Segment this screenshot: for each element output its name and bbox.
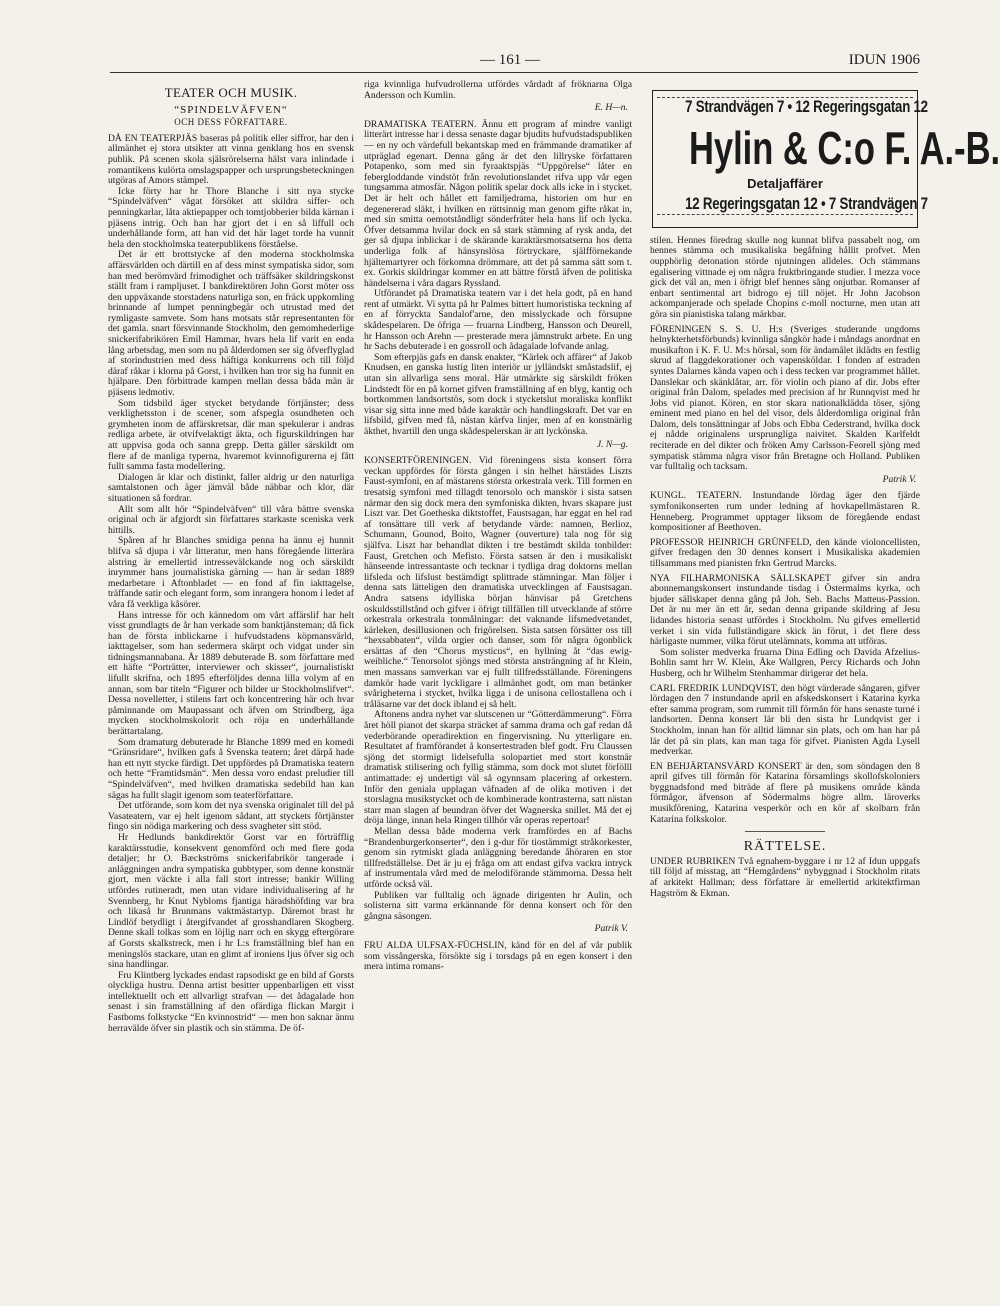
column-middle xyxy=(364,80,632,1286)
paragraph: Dialogen är klar och distinkt, faller aldrig ur den naturliga samtalstonen och äger jämväl både näbbar och klor, där situationen så fordrar. xyxy=(108,471,354,504)
correction-title: RÄTTELSE. xyxy=(743,839,827,855)
paragraph: Allt som allt hör “Spindelväfven“ till våra bättre svenska original och är afgjordt sin författares starkaste sceniska verk hittills. xyxy=(108,503,354,536)
page-header xyxy=(110,52,920,72)
paragraph: Som efterpjäs gafs en dansk enakter, “Kärlek och affärer“ af Jakob Knudsen, en ganska lustig liten interiör ur jylländskt småstadslif, ej utan sin allvarliga sens moral. Här utmärkte sig särskildt fröken Lindstedt för en på kornet gifven framställning af en blyg, kantig och bortkommen landsortstös, som dock i stycketslut moraliska konflikt visar sig sitta inne med både karaktär och handlingskraft. Det var en lifsbild, gifven med få, nästan kärfva linjer, men af en konstnärlig äkthet, hvartill den unga skådespelerskan är att lyckönska. xyxy=(364,351,632,437)
paragraph: Som solister medverka fruarna Dina Edling och Davida Afzelius-Bohlin samt hrr W. Klein, Åke Wallgren, Percy Richards och John Husberg, och hr Wilhelm Stenhammar dirigerar det hela. xyxy=(650,646,920,679)
column-right xyxy=(650,80,1000,1286)
paragraph: Det utförande, som kom det nya svenska originalet till del på Vasateatern, var ej helt igenom sådant, att styckets förtjänster fingo sin nödiga markering och dess svagheter sitt stöd. xyxy=(108,800,354,833)
ad-bottom-line: 12 Regeringsgatan 12 • 7 Strandvägen 7 xyxy=(685,194,928,214)
paragraph: riga kvinnliga hufvudrollerna utfördes vårdadt af fröknarna Olga Andersson och Kumlin. xyxy=(364,79,632,101)
signature: E. H—n. xyxy=(594,102,628,114)
ad-company-name: Hylin & C:o F. A.-B. xyxy=(689,121,1000,174)
paragraph: EN BEHJÄRTANSVÄRD KONSERT är den, som söndagen den 8 april gifves till förmån för Katarina församlings skollofskoloniers byggnadsfond med biträde af flere på musikens område kända förmågor, äfvenson af Södermalms högre allm. läroverks musikförening, Katarina vesperkör och en kör af skolbarn från Katarina folkskolor. xyxy=(650,760,920,825)
paragraph: PROFESSOR HEINRICH GRÜNFELD, den kände violoncellisten, gifver fredagen den 30 dennes konsert i Musikaliska akademien tillsammans med pianisten frkn Gertrud Marcks. xyxy=(650,536,920,569)
paragraph: stilen. Hennes föredrag skulle nog kunnat blifva passabelt nog, om hennes stämma och musikaliska begåfning hållit profvet. Men oupphörlig detonation störde njutningen alldeles. Och stämmans egalisering vittnade ej om några fruktbringande studier. I mezza voce gick det väl an, men i öfrigt blef hennes sång onjutbar. Romanser af enbart sentimental art bidrogo ej till nöjet. Hr John Jacobson ackompanjerade och spelade Chopins c-moll nocturne, men utan att göra sin pianistiska talang märkbar. xyxy=(650,234,920,320)
paragraph: KONSERTFÖRENINGEN. Vid föreningens sista konsert förra veckan uppfördes för första gången i sin helhet härstädes Liszts Faust-symfoni, en af mästarens största orkestrala verk. Till formen en tresatsig symfoni med tillagdt tenorsolo och manskör i sista satsen närmar den sig dock mera den symfoniska dikten, hvars skapare just Liszt var. Det Goetheska diktstoffet, Faustsagan, har eggat en hel rad af tonsättare till verk af betydande värde: namnen, Berlioz, Schumann, Gounod, Boito, Wagner (ouverture) tala nog för sig själfva. Liszt har behandlat dikten i tre bestämdt skilda tonbilder: Faust, Gretchen och Mefisto. Första satsen är den i musikaliskt hänseende intressantaste och tecknar i tydliga drag doktorns mellan lifsleda och lifslust bestämdigt splittrade stämningar. Man följer i denna sats lätteligen den dramatiska utvecklingen af Faustsagan. Andra satsens idylliska början hänvisar på Gretchens oskuldsstillstånd och gifver i öfrigt tillfällen till utvecklande af större orkestrala orkestrala tonmålningar: det vaknande lifsmedvetandet, kärleken, desillusionen och frigörelsen. Sista satsen försätter oss till “hexsabbaten“, vilda orgier och danser, som för några ögonblick ersättas af den “Chorus mysticus“, en hyllning åt “das ewig-weibliche.“ Tenorsolot sjöngs med största ansträngning af hr Klein, men massans samverkan var ej fullt tillfredsställande. Föreningens damkör hade varit lyckligare i allmänhet godt, om man betänker svårigheterna i stycket, hvilka ligga i de unisona cellostallena och i tråläsarne var det dock ibland ej så helt. xyxy=(364,455,632,710)
ad-top-line: 7 Strandvägen 7 • 12 Regeringsgatan 12 xyxy=(685,97,928,116)
paragraph: Hans intresse för och kännedom om vårt affärslif har helt visst grundlagts de år han verkade som banktjänsteman; då fick han de första inblickarne i hufvudstadens köpmansvärld, iakttagelser, som han sedermera skärpt och vidgat under sin tidningsmannabana. År 1889 debuterade B. som författare med ett häfte “Porträtter, interviewer och skisser“, journalistiskt lifullt skrifna, och 1895 efterföljdes denna lilla volym af en annan, som bar titeln “Figurer och bilder ur Stockholmslifvet“. Dessa novelletter, i stilens fart och koncentrering här och hvar påminnande om Maupassant och äfven om Strindberg, äga mycken stockholmskolorit och röja en underhållande berättartalang. xyxy=(108,609,354,738)
paragraph: Spåren af hr Blanches smidiga penna ha ännu ej hunnit blifva så djupa i vår litteratur, men hans föregående litterära alstring är emellertid intressevälckande nog och särskildt inrymmer hans journalistiska gärning — han är sedan 1889 medarbetare i Aftonbladet — en fond af fin iakttagelse, träffande satir och elegant form, som inrangera honom i ledet af våra få verkliga kåsörer. xyxy=(108,535,354,610)
paragraph: NYA FILHARMONISKA SÄLLSKAPET gifver sin andra abonnemangskonsert instundande tisdag i Östermalms kyrka, och bjuder sällskapet denna gång på Joh. Seb. Bachs Matteus-Passion. Det är nu mer än ett år, sedan denna gripande skildring af Jesu lidandes historia senast utfördes i Stockholm. Nu gifves emellertid verket i sin vida fullständigare skick än förut, i det flere dess härligaste nummer, vilka förut utelämnats, komma att utföras. xyxy=(650,572,920,648)
section-title: TEATER OCH MUSIK. xyxy=(164,85,298,100)
paragraph: Aftonens andra nyhet var slutscenen ur “Götterdämmerung“. Förra året höll pianot det skarpa sträcket af samma drama och gaf redan då vederbörande operadirektion en fingervisning. Nu ytterligare en. Resultatet af framförandet å konsertestraden blef godt. Fru Claussen sjöng det stormigt lidelsefulla solopartiet med stort konstnär dramatisk stilisering och fyllig stämma, som dock mot slutet förfölll antimattade: ej undertigt väl så ogynnsam placering af orkestern. Inför den geniala upplagan väfnaden af de olika motiven i det storslagna musikstycket och de kombinerade kontrasterna, satt nästan starr man slagen af beundran öfver det Wagnerska snillet. Må det ej dröja länge, innan hela Ringen tillhör vår operas repertoar! xyxy=(364,709,632,827)
paragraph: Det är ett brottstycke af den moderna stockholmska affärsvärlden och därtill en af dess minst sympatiska sidor, som han med berömvärd frimodighet och träffsäker skildringskonst ställt fram i rampljuset. I bankdirektören John Gorst möter oss den uppväxande storstadens naturliga son, en fräck uppkomling brinnande af lumpet penningbegär och utrustad med det rymligaste samvete. Som hans motsats står representanten för det gamla. snart försvinnande Stockholm, den gemomhederlige snickerifabrikören Emil Hammar, hvars hela lif varit en enda lång arbetsdag, men som nu på ålderdomen ser sig öfverflyglad af storindustrien med dess häftiga konkurrens och till följd däraf råkar i klorna på Gorst, i hvilken han tror sig ha funnit en hjälpare. Den förbittrade kampen mellan dessa båda män är pjäsens ledmotiv. xyxy=(108,249,354,399)
paragraph: KUNGL. TEATERN. Instundande lördag äger den fjärde symfonikonserten rum under ledning af hovkapellmästaren R. Henneberg. Programmet upptager liksom de föregående endast kompositioner af Beethoven. xyxy=(650,490,920,534)
signature: J. N—g. xyxy=(596,438,628,450)
paragraph: Som tidsbild äger stycket betydande förtjänster; dess verklighetsston i de scener, som afspegla osundheten och grymheten inom de affärskretsar, där man spekulerar i andras redliga arbete, är otvifvelaktigt äkta, och figurskildringen har att uppvisa goda och sanna grepp. Detta gäller särskildt om flere af de manliga typerna, hvaremot kvinnofigurerna ej fått fullt samma fasta modellering. xyxy=(108,397,354,473)
paragraph: Publiken var fulltalig och ägnade dirigenten hr Aulin, och solisterna sitt varma erkännande för denna konsert och för den gångna säsongen. xyxy=(364,889,632,922)
paragraph: Utförandet på Dramatiska teatern var i det hela godt, på en hand rent af utmärkt. Vi sytta på hr Palmes bittert humoristiska teckning af en af förryckta Sandalof'arne, den misslyckade och försupne skådespelaren. De öfriga — fruarna Lindberg, Hansson och Deurell, hr Hansson och Arehn — presterade mera jämnstrukt arbete. En ung hr Sachs debuterade i en gossroll och ådagalade lofvande anlag. xyxy=(364,288,632,353)
signature: Patrik V. xyxy=(594,923,628,935)
paragraph: Fru Klintberg lyckades endast rapsodiskt ge en bild af Gorsts olyckliga hustru. Denna artist besitter uppenbarligen ett visst intellektuellt och ett allvarligt strafvan — det ådagalade hon senast i sin framställning af den ofärdiga flickan Margit i Fastboms folkstycke “En kvinnostrid“ — men hon saknar ännu herravälde öfver sin plastik och sin stämma. De öf- xyxy=(108,969,354,1034)
paragraph: FÖRENINGEN S. S. U. H:s (Sveriges studerande ungdoms helnykterhetsförbunds) kvinnliga sångkör hade i måndags anordnat en musikafton i K. F. U. M:s hörsal, som för ändamålet iklädts en festlig skrud af flaggdekorationer och vapensköldar. I fonden af estraden syntes Dalarnes kända vapen och i dess tecken var programmet hållet. Danslekar och skänklåtar, arr. för violin och piano af dir. Jobs efter original från Dalom, spelades med precision af hr Runnqvist med hr Jobs vid pianot. Kören, en stor skara nationalklädda töser, sjöng eminent med piano en hel del visor, dels ålderdomliga original från Dalom, dels tonsättningar af Jobs och Ebba Cederstrand, hvilka dock ej nådde originalens ursprungliga naivitet. Skalden Karlfeldt reciterade en del dikter och fröken Amy Carlsson-Feorell sjöng med sympatisk stämma några visor från Bretagne och Holland. Publiken var fulltalig och tacksam. xyxy=(650,323,920,473)
separator-rule xyxy=(745,831,825,832)
paragraph: CARL FREDRIK LUNDQVIST, den högt värderade sångaren, gifver lördagen den 7 instundande april en afskedskonsert i Katarina kyrka efter samma program, som rummit till förmån för hans senaste turné i landsorten. Denna konsert lär bli den sista hr Lundqvist ger i Stockholm, innan han för alltid lämnar sin plats, och om han har på lär det på sin plats, kan man taga för gifvet. Pianisten Agda Lysell medverkar. xyxy=(650,682,920,758)
page-number: — 161 — xyxy=(480,52,540,68)
paragraph: Icke förty har hr Thore Blanche i sitt nya stycke “Spindelväfven“ vågat försöket att skildra siffer- och penningkarlar, låta aktiepapper och tomtjobberier bilda kärnan i pjäsens intrig. Och han har gjort det i en så liffull och underhållande form, att han vid det här laget torde ha vunnit hela den stockholmska teaterpublikens förståelse. xyxy=(108,185,354,250)
paragraph: Som dramaturg debuterade hr Blanche 1899 med en komedi “Gränsridare“, hvilken gafs å Svenska teatern; året därpå hade han ett nytt stycke färdigt. Det uppfördes på Dramatiska teatern och hette “Framtidsmän“. Men dessa voro endast preludier till “Spindelväfven“, med hvilken dramatiska sedebild han kan sägas ha fullt slagit igenom som teaterförfattare. xyxy=(108,736,354,801)
article-title: “SPINDELVÄFVEN“ xyxy=(174,103,288,116)
paragraph: DRAMATISKA TEATERN. Ännu ett program af mindre vanligt litterärt intresse har i dessa senaste dagar bjudits hufvudstadspubliken — en ny och värdefull bekantskap med en främmande dramatiker af utpräglad egenart. Denna gång är det den lillryske författaren Potapenko, som med sin fyraaktspjäs “Uppgörelse“ låter en febergloddande vindstöt från revolutionslandet rifva upp vår egen tungsamma atmosfär. Någon politik spelar dock alls icke in i stycket. Det är helt och hållet ett familjedrama, historien om hur en degenererad släkt, i hvilken en rättsinnig man genom gifte råkat in, med sin smitta oemotståndligt sönderfräter hela hans lif och lycka. Öfver detsamma hvilar dock en så stark stämning af rysk anda, det ger så djupa inblickar i de skärande karaktärsmotsatserna hos detta underliga folk af hänsynslösa förtryckare, själfförnekande hjältemartyrer och förkomna drömmare, att det på samma sätt som t. ex. Gorkis skildringar kommer en att bättre förstå äfven de politiska händelserna i våra dagars Ryssland. xyxy=(364,118,632,289)
header-rule xyxy=(110,72,918,73)
paragraph: Hr Hedlunds bankdirektör Gorst var en förträfflig karaktärsstudie, konsekvent genomförd och med flere goda detaljer; hr O. Bæckströms snickerifabrikör tangerade i anläggningen andra sympatiska gubbtyper, som denne konstnär gjort, men väckte i alla fall stort intresse; bankir Willing utfördes rutineradt, men utan vidare individualisering af hr Svennberg, hr Knut Nybloms fjantiga häradshöfding var bra och likaså hr Brunmans vaktmästartyp. Däremot brast hr Lindlöf betydligt i återgifvandet af grosshandlaren Skogberg. Denne skall tolkas som en löjlig narr och en skygg eftergörare af Gorsts skalkstreck, men i hr L:s framställning blef han en meningslös stackare, utan en glimt af ironiens ljus öfver sig och sina handlingar. xyxy=(108,831,354,971)
paragraph: Mellan dessa både moderna verk framfördes en af Bachs “Brandenburgerkonserter“, den i g-dur för tiostämmigt stråkorkester, genom sin rytmiskt glada anläggning beredande åhöraren en stor tillfredställelse. Det är ju ej fråga om att endast gifva vackra intryck af instrumentala vård med de melodiförande stämmorna. Dessa helt utförde också väl. xyxy=(364,825,632,890)
ad-dashed-rule xyxy=(657,214,913,215)
column-left xyxy=(108,80,354,1286)
paragraph: DÅ EN TEATERPJÄS baseras på politik eller siffror, har den i allmänhet ej stora utsikter att vinna genklang hos en svensk publik. På scenen skola själsrörelserna hälst vara inlindade i romantikens kulörta omslagspapper och ursprungsbeteckningen utgöras af Amors stämpel. xyxy=(108,132,354,187)
advertisement-box xyxy=(652,90,1000,228)
ad-subtitle: Detaljaffärer xyxy=(747,175,823,191)
correction-text: UNDER RUBRIKEN Två egnahem-byggare i nr 12 af Idun uppgafs till följd af misstag, att “Hemgårdens“ nybyggnad i Stockholm ritats af arkitekt Hallman; dess författare är emellertid arkitektfirman Hagström & Ekman. xyxy=(650,855,920,899)
signature: Patrik V. xyxy=(882,473,916,485)
magazine-issue: IDUN 1906 xyxy=(848,52,920,68)
paragraph: FRU ALDA ULFSAX-FÜCHSLIN, känd för en del af vår publik som vissångerska, försökte sig i torsdags på en egen konsert i den mera intima romans- xyxy=(364,939,632,973)
article-subtitle: OCH DESS FÖRFATTARE. xyxy=(174,117,288,128)
